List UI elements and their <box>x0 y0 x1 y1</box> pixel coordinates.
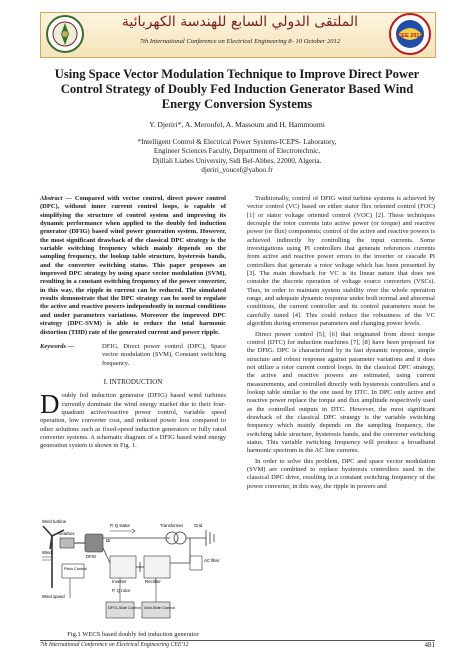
affiliation-line-2: Engineer Sciences Faculty, Department of Electrotechnic, <box>153 147 321 156</box>
wecs-figure <box>40 518 226 628</box>
abstract-label: Abstract — <box>40 195 72 202</box>
introduction-paragraph <box>40 389 226 450</box>
footer-rule <box>40 640 435 641</box>
right-paragraph-2: Direct power control [5], [6] that originated from direct torque control (DTC) for induction machines [7], [8] have been proposed for the DFIG. DPC is characterized by its fast dynamic response, simple structure and robust response against parameter variations and it does not utilize a rotor current control loops. In the classical DPC strategy, the active and reactive powers are estimated, using current measurements, and controlled directly with hysteresis controllers and a lookup table similar to the one used by DTC. In DPC only active and reactive power replace the torque and flux amplitude respectively used as the controlled outputs in DTC. However, the most significant drawback of the classical DPC strategy is the variable switching frequency which mainly depends on the sampling frequency, the switching table structure, hysteresis bands, and the converter switching status. This variable switching frequency will produce a broadband harmonic spectrum in the AC line currents. <box>247 330 435 455</box>
label-transformer: Transformer <box>160 523 184 528</box>
affiliation-line-3: Djillali Liabes University, Sidi Bel-Abbes, 22000, Algeria. <box>152 156 322 165</box>
label-dfig-side-control: DFIG-Side Control <box>108 605 141 610</box>
keywords <box>40 343 226 368</box>
keywords-label: Keywords — <box>40 342 75 350</box>
label-omega: Ωr <box>106 538 111 543</box>
label-pq-stator: P, Q stator <box>110 523 130 528</box>
arabic-conference-title: الملتقى الدولي السابع للهندسة الكهربائية <box>121 14 359 30</box>
label-ac-filter: AC filter <box>204 558 220 563</box>
paper-title: Using Space Vector Modulation Technique to Improve Direct Power Control Strategy of Doubly Fed Induction Generator Based Wind Energy Conversion Systems <box>54 67 420 111</box>
affiliation-line-1: *Intelligent Control & Electrical Power Systems-ICEPS- Laboratory, <box>137 138 337 146</box>
figure-caption: Fig.1 WECS based doubly fed induction generator <box>67 631 199 638</box>
label-rectifier: Rectifier <box>145 579 161 584</box>
cee-logo <box>388 12 432 56</box>
label-wind-turbine: Wind turbine <box>42 519 67 524</box>
paper-authors: Y. Djeriri*, A. Meroufel, A. Massoum and H. Hammoumi <box>149 120 325 129</box>
label-inverter: Inverter <box>112 579 127 584</box>
cee-logo-text: CEE 2012 <box>397 33 423 39</box>
conference-name: 7th International Conference on Electrical Engineering 8- 10 October 2012 <box>139 38 341 45</box>
intro-dropcap: D <box>40 389 60 420</box>
label-gearbox: Gearbox <box>58 531 75 536</box>
conference-logo <box>45 14 85 54</box>
right-paragraph-3: In order to solve this problem, DPC and space vector modulation (SVM) are combined to replace hysteresis controllers used in the classical DPC drive, resulting in a constant switching frequency of the power converter, in this way, the ripple in powers and <box>247 457 435 490</box>
paper-affiliation <box>40 138 434 176</box>
right-paragraph-1: Traditionally, control of DFIG wind turbine systems is achieved by vector control (VC) based on either stator flux oriented control (FOC) [1] or stator voltage oriented control (VOC) [2]. These techniques decouple the rotor currents into active power (or torque) and reactive power (or flux) components; control of the active and reactive powers is achieved indirectly by controlling the input currents. Some investigations using PI controllers that generate references currents from active and reactive power errors to the inverter or cascade PI controllers that generate a rotor voltage which has been presented by [3]. The main drawback for VC is its linear nature that does not consider the discrete operation of voltage source converters (VSCs). Thus, in order to maintain system stability over the whole operation range, and adequate dynamic response under both normal and abnormal conditions, the current controller and its control parameters must be carefully tuned [4]. This could reduce the robustness of the VC algorithm during erroneous parameters and changing power levels. <box>247 195 435 328</box>
label-grid: Grid <box>194 523 203 528</box>
label-pq-rotor: P, Q rotor <box>112 588 131 593</box>
page-number: 481 <box>424 641 435 649</box>
introduction-heading: I. INTRODUCTION <box>103 377 163 386</box>
label-dfig: DFIG <box>86 554 97 559</box>
author-email: djeriri_youcef@yahoo.fr <box>201 166 273 175</box>
intro-text: oubly fed induction generator (DFIG) based wind turbines currently dominate the wind energy market due to their four-quadrant active/reactive power control, variable speed operation, low converter cost, and reduced power loss compared to other solutions such as fixed-speed induction generators or fully rated converter systems. A schematic diagram of a DFIG based wind energy generation system is shown in Fig. 1. <box>40 392 226 450</box>
right-column <box>247 195 435 491</box>
left-column <box>40 195 226 451</box>
label-wind-speed: Wind speed <box>42 594 65 599</box>
keywords-text: DFIG, Direct power control (DPC), Space vector modulation (SVM), Constant switching frequency. <box>102 342 226 367</box>
footer-conference: 7th International Conference on Electrical Engineering CEE'12 <box>40 642 189 648</box>
label-grid-side-control: Grid-Side Control <box>144 605 175 610</box>
abstract-text: Compared with vector control, direct power control (DPC), without inner current control loops, is capable of simplifying the structure of control system and improving its dynamic performance when applied to the doubly fed induction generator (DFIG) based wind power generation system. However, the most significant drawback of the classical DPC strategy is the variable switching frequency which mainly depends on the sampling frequency, the lookup table structure, hysteresis bands, and the converter switching status. This paper proposes an improved DPC strategy by using space vector modulation (SVM), resulting in a constant switching frequency of the power converter, in this way, the ripple in current can be reduced. The simulated results demonstrate that the DPC strategy can be used to regulate the active and reactive powers independently in normal conditions and under parameters variations. Moreover the improved DPC strategy (DPC-SVM) is able to reduce the total harmonic distortion (THD) rate of the generated current and power ripple. <box>40 195 226 336</box>
abstract <box>40 195 226 337</box>
label-wind: Wind <box>42 550 52 555</box>
label-pitch-control: Pitch Control <box>64 566 87 571</box>
